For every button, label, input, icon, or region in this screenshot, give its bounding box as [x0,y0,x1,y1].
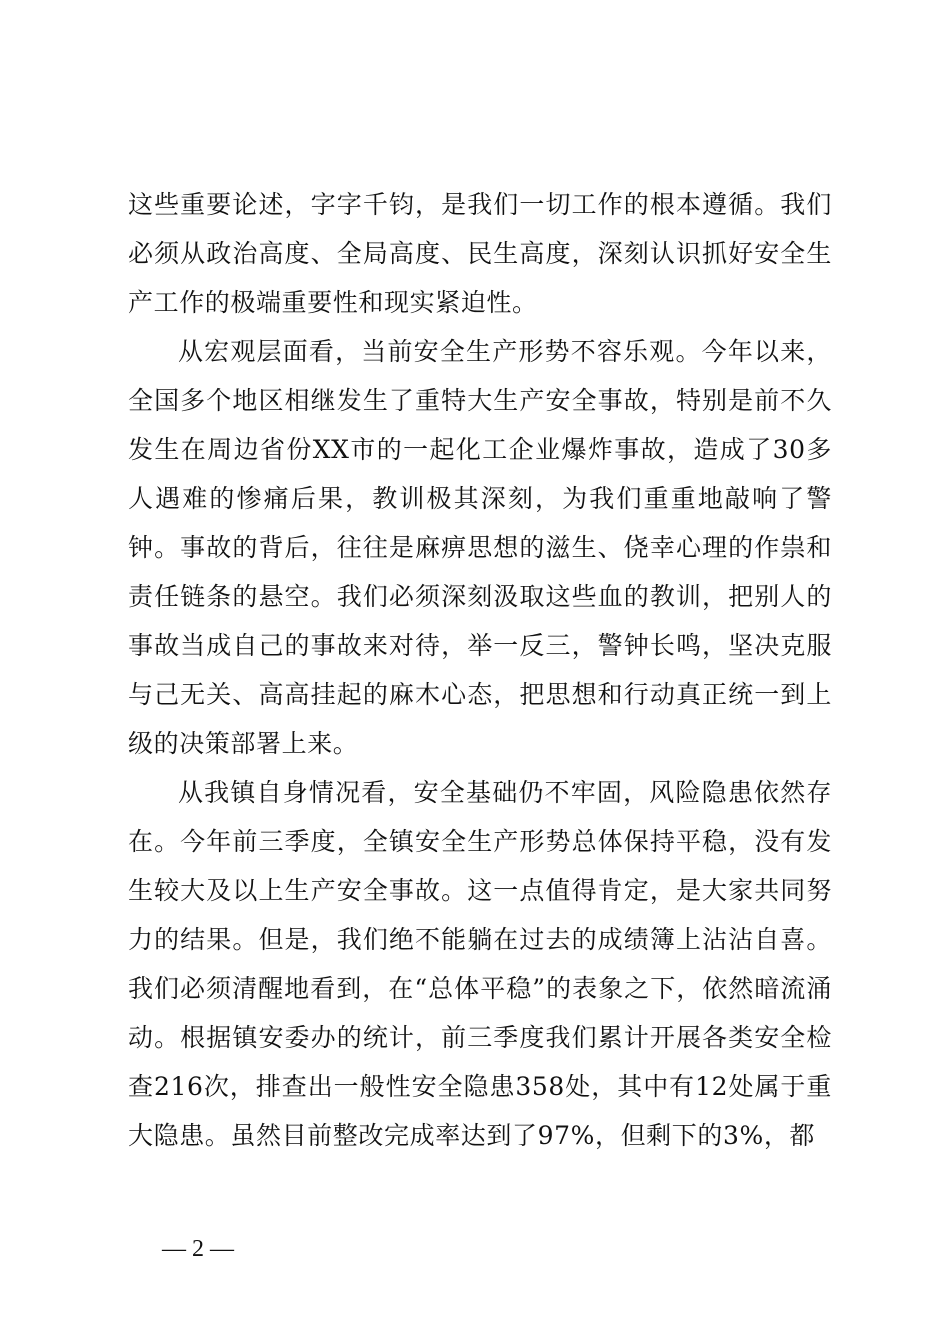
document-body [128,180,832,1160]
page-number: — 2 — [162,1236,234,1262]
paragraph-2: 从宏观层面看，当前安全生产形势不容乐观。今年以来，全国多个地区相继发生了重特大生产安全事故，特别是前不久发生在周边省份XX市的一起化工企业爆炸事故，造成了30多人遇难的惨痛后果，教训极其深刻，为我们重重地敲响了警钟。事故的背后，往往是麻痹思想的滋生、侥幸心理的作祟和责任链条的悬空。我们必须深刻汲取这些血的教训，把别人的事故当成自己的事故来对待，举一反三，警钟长鸣，坚决克服与己无关、高高挂起的麻木心态，把思想和行动真正统一到上级的决策部署上来。 [128,337,832,758]
paragraph-1: 这些重要论述，字字千钧，是我们一切工作的根本遵循。我们必须从政治高度、全局高度、民生高度，深刻认识抓好安全生产工作的极端重要性和现实紧迫性。 [128,190,832,317]
paragraph-3: 从我镇自身情况看，安全基础仍不牢固，风险隐患依然存在。今年前三季度，全镇安全生产形势总体保持平稳，没有发生较大及以上生产安全事故。这一点值得肯定，是大家共同努力的结果。但是，我们绝不能躺在过去的成绩簿上沾沾自喜。我们必须清醒地看到，在“总体平稳”的表象之下，依然暗流涌动。根据镇安委办的统计，前三季度我们累计开展各类安全检查216次，排查出一般性安全隐患358处，其中有12处属于重大隐患。虽然目前整改完成率达到了97%，但剩下的3%，都 [128,778,832,1150]
